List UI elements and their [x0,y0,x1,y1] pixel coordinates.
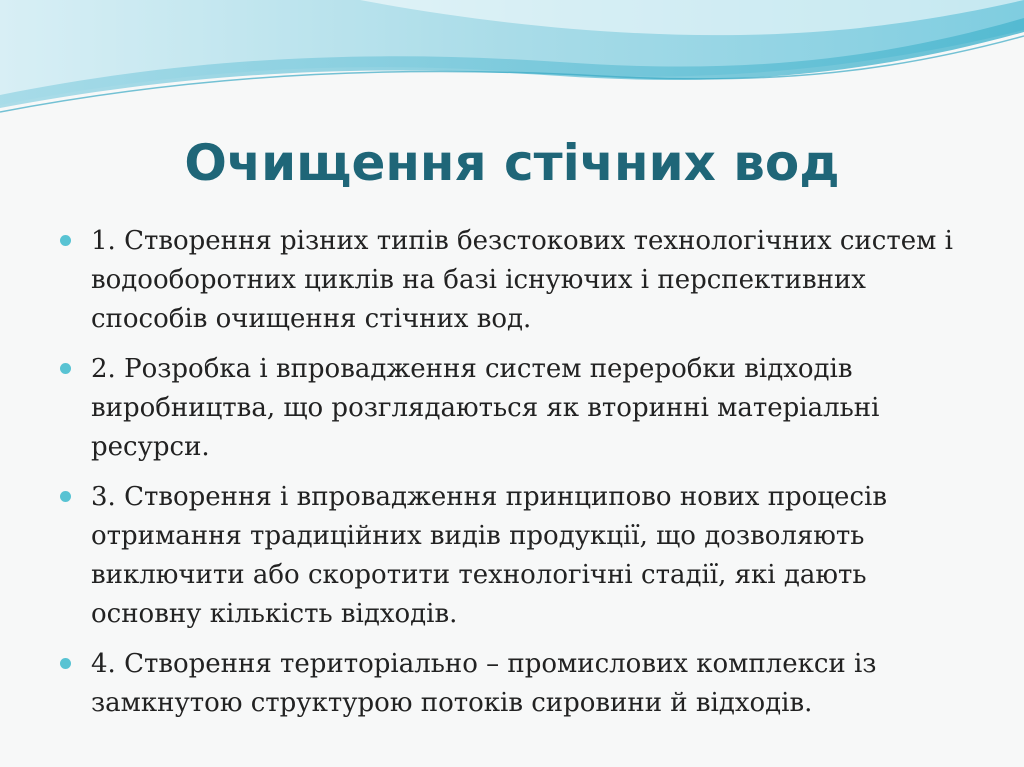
bullet-dot-icon [60,363,71,374]
bullet-dot-icon [60,235,71,246]
bullet-list [60,222,960,734]
bullet-item [60,222,960,339]
bullet-text: 4. Створення територіально – промислових комплекси із замкнутою структурою потоків сировини й відходів. [91,649,877,718]
bullet-item [60,645,960,723]
bullet-text: 2. Розробка і впровадження систем переробки відходів виробництва, що розглядаються як вторинні матеріальні ресурси. [91,354,880,462]
bullet-dot-icon [60,658,71,669]
bullet-dot-icon [60,491,71,502]
bullet-item [60,350,960,467]
decorative-wave-header [0,0,1024,120]
bullet-item [60,478,960,634]
bullet-text: 1. Створення різних типів безстокових технологічних систем і водооборотних циклів на базі існуючих і перспективних способів очищення стічних вод. [91,226,953,334]
slide-title: Очищення стічних вод [184,134,840,192]
bullet-text: 3. Створення і впровадження принципово нових процесів отримання традиційних видів продукції, що дозволяють виключити або скоротити технологічні стадії, які дають основну кількість відходів. [91,482,887,629]
